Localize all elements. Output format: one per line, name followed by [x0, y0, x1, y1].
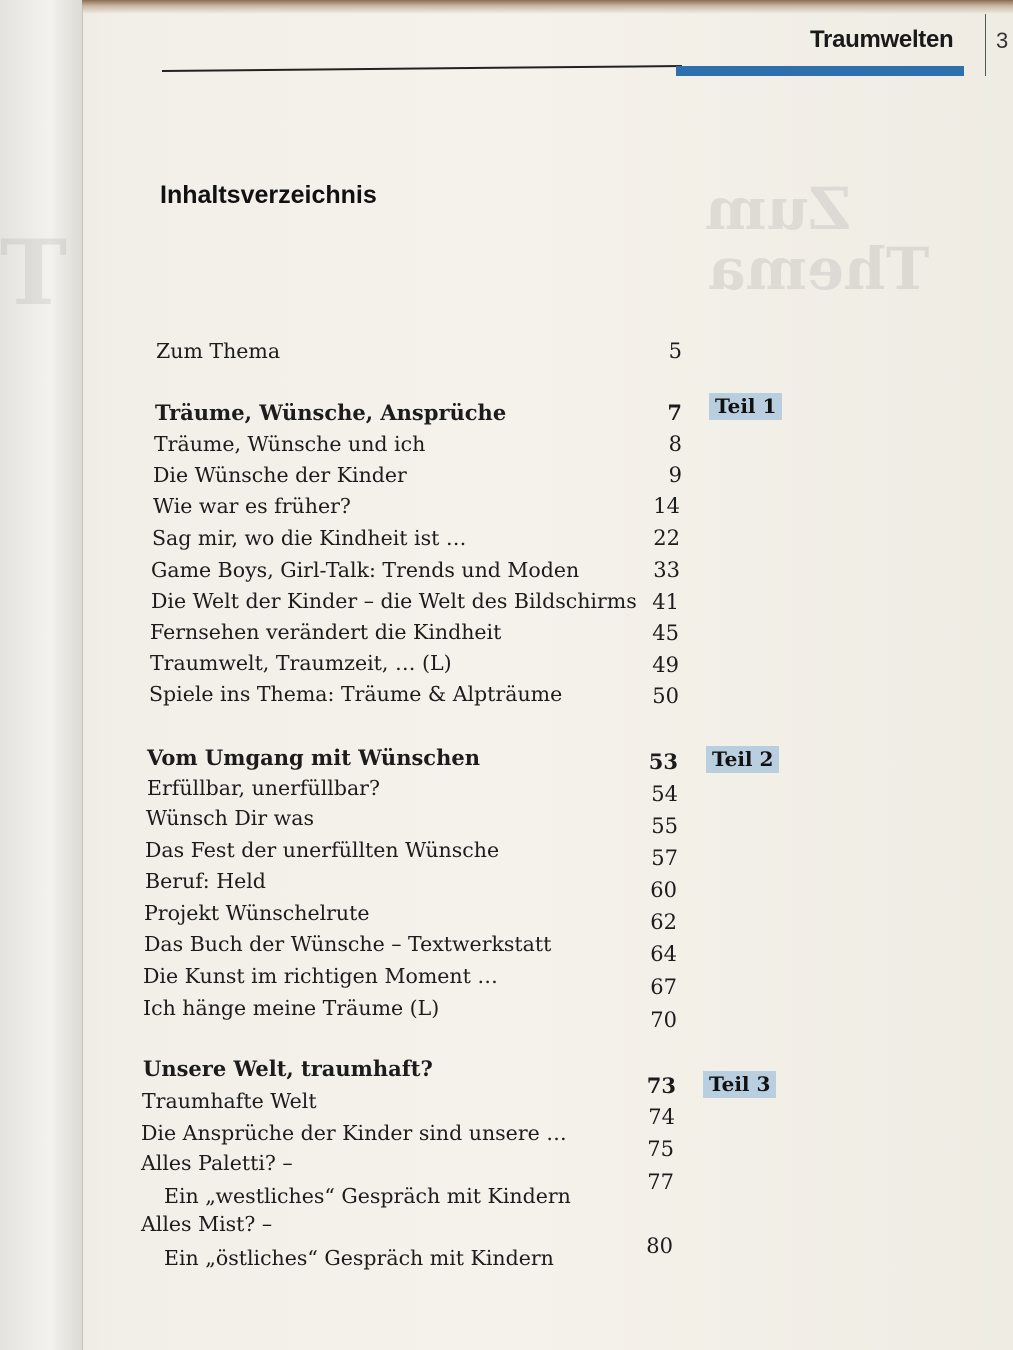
toc-entry-page: 64 — [650, 942, 677, 966]
toc-entry-title: Spiele ins Thema: Träume & Alpträume — [149, 682, 563, 706]
toc-entry-page: 75 — [647, 1137, 674, 1161]
toc-entry-page: 54 — [651, 782, 678, 806]
toc-entry-title: Die Ansprüche der Kinder sind unsere … — [141, 1121, 567, 1145]
running-head-title: Traumwelten — [810, 26, 954, 53]
toc-entry-subtitle: Ein „westliches“ Gespräch mit Kindern — [164, 1184, 571, 1208]
toc-entry-page: 60 — [650, 878, 677, 902]
toc-entry-page: 22 — [653, 526, 680, 550]
toc-entry-page: 77 — [647, 1170, 674, 1194]
toc-entry-page: 67 — [650, 975, 677, 999]
toc-section-page: 53 — [648, 749, 678, 774]
toc-entry-subtitle: Ein „östliches“ Gespräch mit Kindern — [164, 1246, 554, 1270]
toc-entry-title: Erfüllbar, unerfüllbar? — [147, 776, 380, 800]
toc-entry-title: Beruf: Held — [145, 869, 266, 893]
toc-section-title: Unsere Welt, traumhaft? — [143, 1056, 433, 1081]
toc-section-page: 7 — [667, 400, 682, 425]
part-label-teil-2: Teil 2 — [706, 746, 779, 773]
toc-entry-page: 5 — [668, 339, 682, 363]
toc-heading: Inhaltsverzeichnis — [160, 181, 377, 209]
toc-entry-title: Ich hänge meine Träume (L) — [143, 996, 440, 1020]
toc-entry-page: 8 — [668, 432, 682, 456]
toc-section-page: 73 — [646, 1073, 676, 1098]
toc-entry-title: Sag mir, wo die Kindheit ist … — [152, 526, 467, 550]
running-head-page-number: 3 — [996, 28, 1009, 53]
toc-entry-page: 62 — [650, 910, 677, 934]
toc-entry-title: Träume, Wünsche und ich — [154, 432, 426, 456]
toc-entry-page: 14 — [653, 494, 680, 518]
toc-section-title: Träume, Wünsche, Ansprüche — [155, 400, 507, 425]
toc-entry-title: Traumhafte Welt — [142, 1089, 317, 1113]
toc-entry-title: Game Boys, Girl-Talk: Trends und Moden — [151, 558, 580, 582]
part-label-teil-1: Teil 1 — [709, 393, 782, 420]
toc-entry-title: Die Kunst im richtigen Moment … — [143, 964, 498, 988]
toc-entry-title: Zum Thema — [156, 339, 281, 363]
toc-entry-page: 33 — [653, 558, 680, 582]
toc-entry-title: Wie war es früher? — [153, 494, 351, 518]
toc-entry-page: 80 — [646, 1234, 673, 1258]
toc-entry-title: Die Wünsche der Kinder — [153, 463, 407, 487]
toc-entry-title: Das Buch der Wünsche – Textwerkstatt — [144, 932, 552, 956]
toc-entry-title: Projekt Wünschelrute — [144, 901, 370, 925]
toc-entry-page: 70 — [650, 1008, 677, 1032]
toc-entry-title: Wünsch Dir was — [146, 806, 314, 830]
toc-entry-title: Die Welt der Kinder – die Welt des Bildschirms — [151, 589, 637, 613]
toc-entry-page: 74 — [648, 1105, 675, 1129]
toc-entry-page: 55 — [651, 814, 678, 838]
toc-entry-page: 9 — [668, 463, 682, 487]
toc-entry-title: Alles Mist? – — [141, 1212, 273, 1236]
part-label-teil-3: Teil 3 — [703, 1071, 776, 1098]
toc-entry-page: 49 — [652, 653, 679, 677]
toc-entry-title: Das Fest der unerfüllten Wünsche — [145, 838, 500, 862]
toc-entry-page: 50 — [652, 684, 679, 708]
toc-entry-page: 45 — [652, 621, 679, 645]
toc-entry-title: Alles Paletti? – — [141, 1151, 293, 1175]
bleed-through-heading-1: Zum — [705, 175, 851, 243]
toc-entry-page: 41 — [652, 590, 679, 614]
toc-entry-page: 57 — [651, 846, 678, 870]
facing-page-bleed-letter: T — [0, 220, 67, 326]
toc-entry-title: Traumwelt, Traumzeit, … (L) — [150, 651, 452, 675]
toc-section-title: Vom Umgang mit Wünschen — [147, 745, 480, 770]
toc-entry-title: Fernsehen verändert die Kindheit — [150, 620, 502, 644]
bleed-through-heading-2: Thema — [708, 235, 930, 303]
